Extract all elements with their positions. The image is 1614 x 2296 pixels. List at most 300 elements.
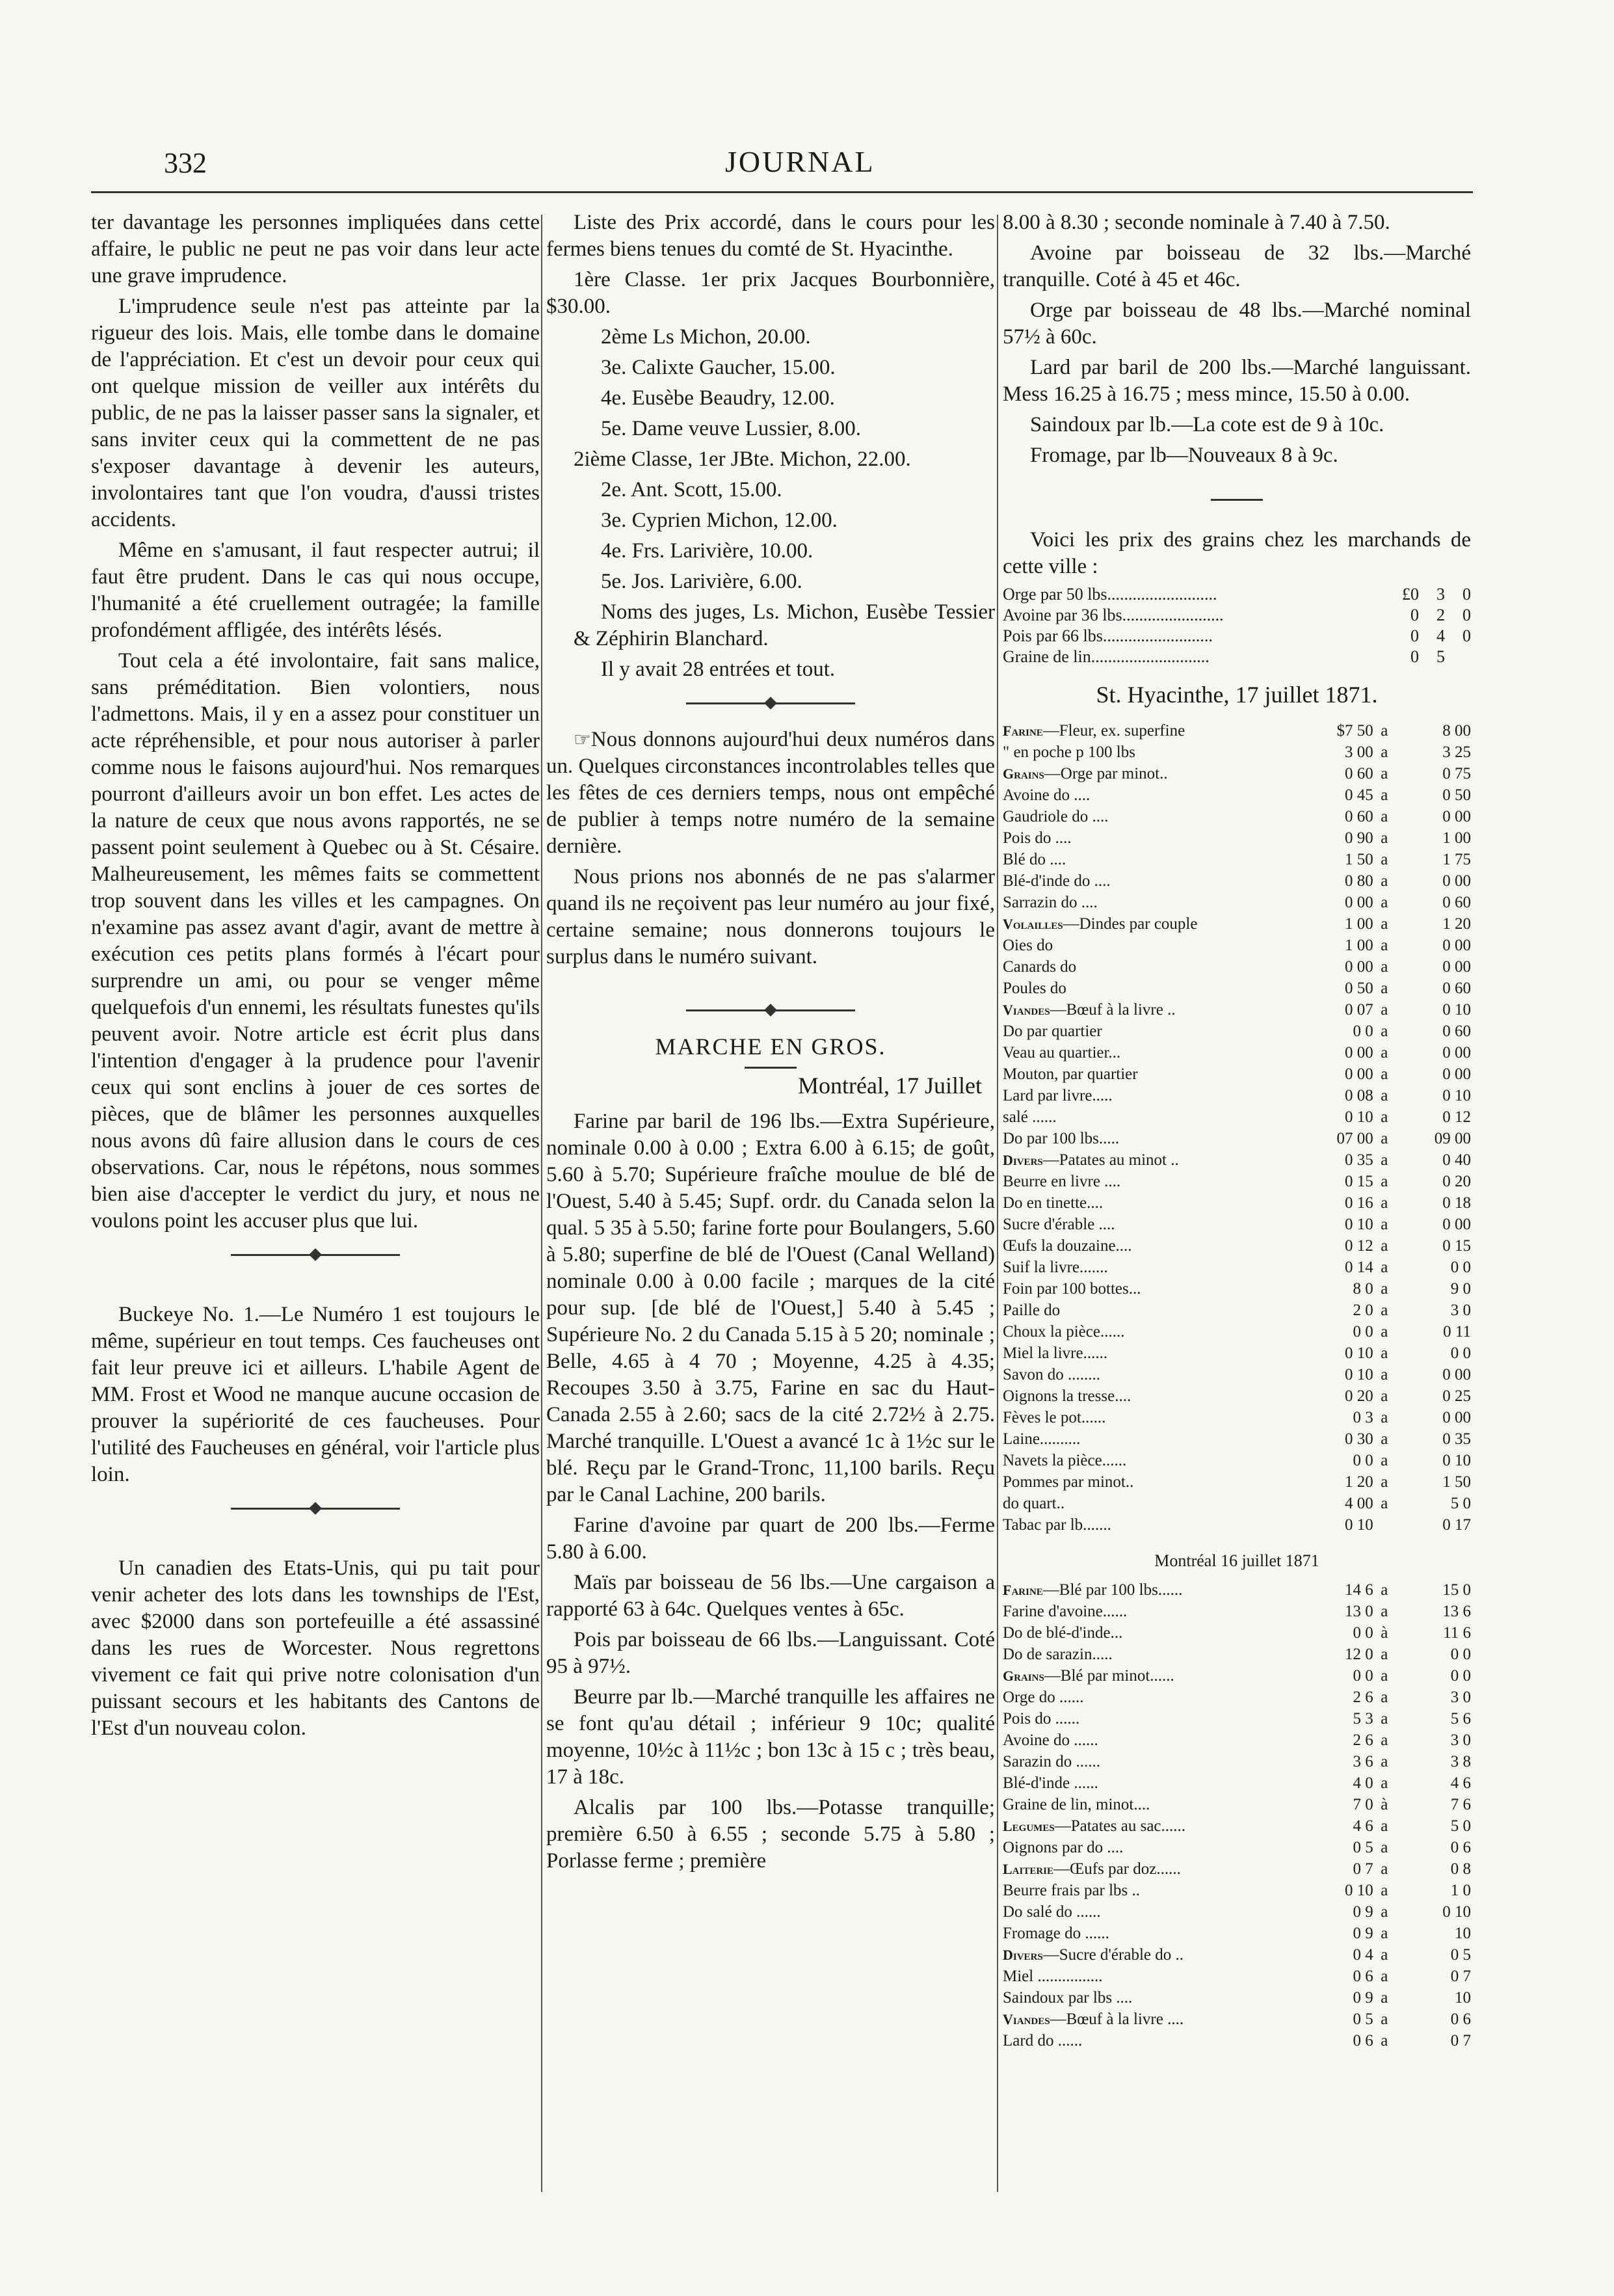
worcester-notice: Un canadien des Etats-Unis, qui pu tait pour venir acheter des lots dans les townships de l'Est, avec $2000 dans son portefeuille a été assassiné dans les rues de Worcester. Nous regrettons vivement ce fait qui prive notre colonisation d'un puissant secours et les habitants des Cantons de l'Est d'un nouveau colon. — [91, 1556, 540, 1740]
price-item-text: Mouton, par quartier — [1003, 1065, 1138, 1083]
table-row — [1003, 1514, 1471, 1536]
section-separator — [686, 702, 855, 704]
price-item-label — [1003, 2030, 1298, 2051]
notice-subscribers: Nous prions nos abonnés de ne pas s'alarmer quand ils ne reçoivent pas leur numéro au jour fixé, certaine semaine; nous donnerons toujours le surplus dans le numéro suivant. — [546, 865, 995, 968]
price-pounds: 0 — [1410, 606, 1419, 624]
price-item-text: Graine de lin, minot.... — [1003, 1796, 1150, 1813]
price-item-text: Laine.......... — [1003, 1430, 1081, 1448]
market-paragraph: Lard par baril de 200 lbs.—Marché languissant. Mess 16.25 à 16.75 ; mess mince, 15.50 à 0.00. — [1003, 356, 1471, 406]
price-high: 0 0 — [1450, 1344, 1471, 1362]
price-item-text: Savon do ........ — [1003, 1366, 1100, 1383]
price-item-text: Farine d'avoine...... — [1003, 1603, 1128, 1620]
running-title: JOURNAL — [725, 145, 875, 178]
price-item-text: Miel ................ — [1003, 1968, 1103, 1985]
pointing-hand-icon: ☞ — [574, 728, 591, 751]
price-item-text: do quart.. — [1003, 1495, 1065, 1512]
price-high: 0 7 — [1450, 1968, 1471, 1985]
prize-line: Noms des juges, Ls. Michon, Eusèbe Tessier & Zéphirin Blanchard. — [574, 600, 995, 650]
price-low: 0 08 — [1345, 1087, 1373, 1104]
price-category: Viandes — [1003, 2011, 1050, 2027]
table-row — [1003, 1407, 1471, 1428]
price-separator: a — [1381, 1151, 1388, 1169]
table-row — [1003, 1257, 1471, 1278]
prize-line: Il y avait 28 entrées et tout. — [601, 658, 836, 681]
table-row — [1003, 892, 1471, 913]
table-row — [1003, 1687, 1471, 1708]
price-separator: a — [1381, 1344, 1388, 1362]
price-low: 0 6 — [1353, 1968, 1373, 1985]
table-row — [1003, 1644, 1471, 1665]
price-high: 0 18 — [1442, 1194, 1471, 1212]
price-item-label — [1003, 935, 1298, 956]
table-row — [1003, 741, 1471, 763]
price-low: 0 10 — [1345, 1366, 1373, 1383]
price-low: 0 10 — [1345, 1216, 1373, 1233]
price-separator: a — [1381, 1108, 1388, 1126]
price-separator: a — [1381, 1689, 1388, 1706]
price-low: 0 3 — [1353, 1409, 1373, 1426]
price-low: 5 3 — [1353, 1710, 1373, 1728]
price-item-text: Lard do ...... — [1003, 2032, 1083, 2049]
price-item-text: —Blé par 100 lbs...... — [1042, 1581, 1183, 1599]
prize-line: 1ère Classe. 1er prix Jacques Bourbonnière, $30.00. — [546, 268, 995, 318]
price-low: 0 16 — [1345, 1194, 1373, 1212]
price-item-text: Blé-d'inde do .... — [1003, 872, 1111, 890]
price-shillings: 5 — [1436, 647, 1445, 666]
price-separator: a — [1381, 1280, 1388, 1298]
price-high: 0 0 — [1450, 1646, 1471, 1663]
table-row — [1003, 1944, 1471, 1966]
price-item-text: Miel la livre...... — [1003, 1344, 1108, 1362]
price-low: 0 0 — [1353, 1667, 1373, 1685]
section-separator — [686, 1009, 855, 1011]
table-row — [1003, 1450, 1471, 1471]
price-separator: a — [1381, 1753, 1388, 1770]
table-row — [1003, 1923, 1471, 1944]
price-high: 0 5 — [1450, 1946, 1471, 1964]
price-low: 0 7 — [1353, 1860, 1373, 1878]
price-item-label — [1003, 1021, 1298, 1042]
price-item-label — [1003, 1514, 1298, 1536]
table-row — [1003, 870, 1471, 892]
price-high: 0 10 — [1442, 1903, 1471, 1921]
price-low: 0 0 — [1353, 1624, 1373, 1642]
market-paragraph: Alcalis par 100 lbs.—Potasse tranquille; première 6.50 à 6.55 ; seconde 5.75 à 5.80 ; Porlasse ferme ; première — [546, 1796, 995, 1873]
price-item-label — [1003, 892, 1298, 913]
price-item-label — [1003, 1428, 1298, 1450]
price-high: 10 — [1455, 1925, 1471, 1942]
prize-line: 3e. Cyprien Michon, 12.00. — [601, 509, 838, 532]
price-category: Volailles — [1003, 916, 1063, 932]
market-paragraph: Beurre par lb.—Marché tranquille les affaires ne se font qu'au détail ; inférieur 9 10c; qualité moyenne, 10½c à 11½c ; bon 13c à 15 c ; très beau, 17 à 18c. — [546, 1685, 995, 1789]
section-separator — [231, 1508, 400, 1510]
table-row — [1003, 1278, 1471, 1300]
price-item-label — [1003, 956, 1298, 978]
price-item-label — [1003, 1966, 1298, 1987]
price-item-text: Fèves le pot...... — [1003, 1409, 1106, 1426]
price-high: 5 0 — [1450, 1495, 1471, 1512]
price-item-text: Pois do ...... — [1003, 1710, 1080, 1728]
prize-line: 2e. Ant. Scott, 15.00. — [601, 478, 782, 501]
table-row — [1003, 1772, 1471, 1794]
price-pence — [1445, 647, 1471, 667]
table-row — [1003, 1794, 1471, 1815]
table-row — [1003, 1149, 1471, 1171]
grain-item: Graine de lin............................ — [1003, 647, 1210, 666]
table-row — [1003, 1751, 1471, 1772]
price-item-label — [1003, 1385, 1298, 1407]
price-item-label — [1003, 1601, 1298, 1622]
table-row — [1003, 2009, 1471, 2030]
col1-paragraph: ter davantage les personnes impliquées dans cette affaire, le public ne peut ne pas voir dans leur acte une grave imprudence. — [91, 211, 540, 287]
price-item-label — [1003, 1815, 1298, 1837]
short-rule — [1211, 499, 1263, 501]
price-separator: a — [1381, 1882, 1388, 1899]
price-low: 0 0 — [1353, 1022, 1373, 1040]
price-item-label — [1003, 1987, 1298, 2009]
price-item-label — [1003, 1579, 1298, 1601]
price-separator: a — [1381, 958, 1388, 976]
market-paragraph: 8.00 à 8.30 ; seconde nominale à 7.40 à 7.50. — [1003, 211, 1390, 234]
market-paragraph: Saindoux par lb.—La cote est de 9 à 10c. — [1030, 413, 1384, 436]
price-high: 0 10 — [1442, 1452, 1471, 1469]
price-separator: a — [1381, 1430, 1388, 1448]
price-item-label — [1003, 913, 1298, 935]
price-low: 0 4 — [1353, 1946, 1373, 1964]
table-row — [1003, 1192, 1471, 1214]
price-item-label — [1003, 784, 1298, 806]
table-row — [1003, 1321, 1471, 1342]
price-low: 1 00 — [1345, 937, 1373, 954]
price-separator: a — [1381, 1022, 1388, 1040]
price-item-text: Do par 100 lbs..... — [1003, 1130, 1120, 1147]
table-row — [1003, 1021, 1471, 1042]
price-item-label — [1003, 1171, 1298, 1192]
table-row — [1003, 584, 1471, 605]
column-3 — [1003, 209, 1471, 2051]
price-item-label — [1003, 1772, 1298, 1794]
price-high: 3 25 — [1442, 743, 1471, 761]
price-separator: a — [1381, 765, 1388, 782]
price-high: 8 00 — [1442, 722, 1471, 740]
price-separator: a — [1381, 1366, 1388, 1383]
price-high: 0 75 — [1442, 765, 1471, 782]
price-separator: a — [1381, 1603, 1388, 1620]
price-low: 8 0 — [1353, 1280, 1373, 1298]
price-high: 0 00 — [1442, 1044, 1471, 1061]
table-row — [1003, 1171, 1471, 1192]
price-high: 11 6 — [1443, 1624, 1471, 1642]
notice-two-issues — [546, 727, 995, 860]
price-item-label — [1003, 1901, 1298, 1923]
price-separator: a — [1381, 1130, 1388, 1147]
price-high: 0 20 — [1442, 1173, 1471, 1190]
price-low: 4 6 — [1353, 1817, 1373, 1835]
price-item-label — [1003, 720, 1298, 741]
table-row — [1003, 1235, 1471, 1257]
price-high: 3 0 — [1450, 1689, 1471, 1706]
price-item-label — [1003, 741, 1298, 763]
price-separator: a — [1381, 1774, 1388, 1792]
price-item-label — [1003, 1300, 1298, 1321]
price-item-text: Do par quartier — [1003, 1022, 1102, 1040]
price-pounds: 0 — [1410, 626, 1419, 645]
notice-two-issues-text: Nous donnons aujourd'hui deux numéros dans un. Quelques circonstances incontrolables telles que les fêtes de ces derniers temps, nous ont empêché de publier à temps notre numéro de la semaine dernière. — [546, 728, 995, 858]
price-item-text: salé ...... — [1003, 1108, 1057, 1126]
table-row — [1003, 720, 1471, 741]
price-low: 0 50 — [1345, 980, 1373, 997]
price-high: 0 7 — [1450, 2032, 1471, 2049]
price-high: 0 60 — [1442, 980, 1471, 997]
price-item-label — [1003, 1644, 1298, 1665]
price-pence: 0 — [1462, 606, 1471, 624]
price-item-text: Beurre en livre .... — [1003, 1173, 1121, 1190]
short-rule — [745, 1067, 797, 1069]
grain-price-table — [1003, 584, 1471, 667]
price-item-label — [1003, 1106, 1298, 1128]
price-item-text: Avoine do ...... — [1003, 1731, 1098, 1749]
price-separator: a — [1381, 1968, 1388, 1985]
price-separator: a — [1381, 1409, 1388, 1426]
table-row — [1003, 605, 1471, 626]
price-item-text: Saindoux par lbs .... — [1003, 1989, 1133, 2007]
price-category: Laiterie — [1003, 1861, 1054, 1877]
price-separator: a — [1381, 786, 1388, 804]
price-item-label — [1003, 1729, 1298, 1751]
prize-line: 5e. Dame veuve Lussier, 8.00. — [601, 417, 862, 440]
price-low: 7 0 — [1353, 1796, 1373, 1813]
price-separator: a — [1381, 1731, 1388, 1749]
header-rule — [91, 191, 1473, 193]
price-high: 0 0 — [1450, 1667, 1471, 1685]
price-low: 0 0 — [1353, 1452, 1373, 1469]
price-low: 0 10 — [1345, 1882, 1373, 1899]
price-separator: a — [1381, 1259, 1388, 1276]
montreal-title: Montréal 16 juillet 1871 — [1154, 1551, 1319, 1570]
price-separator: a — [1381, 851, 1388, 868]
table-row — [1003, 913, 1471, 935]
col1-paragraph: Même en s'amusant, il faut respecter autrui; il faut être prudent. Dans le cas qui nous occupe, l'humanité a été cruellement outragée; la famille profondément affligée, des intérêts lésés. — [91, 539, 540, 642]
price-pence: 0 — [1462, 585, 1471, 604]
price-separator: a — [1381, 1646, 1388, 1663]
price-item-text: Do de blé-d'inde... — [1003, 1624, 1123, 1642]
grain-item: Orge par 50 lbs.......................... — [1003, 585, 1217, 604]
price-low: 0 45 — [1345, 786, 1373, 804]
price-item-label — [1003, 1493, 1298, 1514]
price-item-text: Sarrazin do .... — [1003, 894, 1098, 911]
price-item-label — [1003, 1687, 1298, 1708]
price-separator: a — [1381, 1452, 1388, 1469]
price-item-text: Poules do — [1003, 980, 1066, 997]
price-separator: a — [1381, 1710, 1388, 1728]
price-low: 3 00 — [1345, 743, 1373, 761]
price-high: 0 8 — [1450, 1860, 1471, 1878]
price-item-text: Fromage do ...... — [1003, 1925, 1109, 1942]
price-high: 0 0 — [1450, 1259, 1471, 1276]
price-item-text: Orge do ...... — [1003, 1689, 1084, 1706]
price-high: 0 35 — [1442, 1430, 1471, 1448]
table-row — [1003, 849, 1471, 870]
price-item-text: —Bœuf à la livre .. — [1050, 1001, 1176, 1019]
column-rule-right — [997, 215, 998, 2192]
grain-item: Avoine par 36 lbs........................ — [1003, 606, 1224, 624]
price-low: $7 50 — [1336, 722, 1373, 740]
table-row — [1003, 784, 1471, 806]
table-row — [1003, 1858, 1471, 1880]
price-item-text: —Blé par minot...... — [1044, 1667, 1174, 1685]
price-item-text: Oies do — [1003, 937, 1053, 954]
price-separator: a — [1381, 1839, 1388, 1856]
price-separator: a — [1381, 1087, 1388, 1104]
price-high: 0 12 — [1442, 1108, 1471, 1126]
price-separator: a — [1381, 1817, 1388, 1835]
column-1 — [91, 209, 540, 1746]
price-separator: a — [1381, 1216, 1388, 1233]
price-low: 1 00 — [1345, 915, 1373, 933]
table-row — [1003, 1601, 1471, 1622]
price-shillings: 3 — [1436, 585, 1445, 604]
price-separator: a — [1381, 1001, 1388, 1019]
price-item-text: —Sucre d'érable do .. — [1042, 1946, 1184, 1964]
price-separator: a — [1381, 1581, 1388, 1599]
price-item-text: Tabac par lb....... — [1003, 1516, 1111, 1534]
table-row — [1003, 1622, 1471, 1644]
table-row — [1003, 1214, 1471, 1235]
table-row — [1003, 1708, 1471, 1729]
price-separator: a — [1381, 2032, 1388, 2049]
price-separator: a — [1381, 743, 1388, 761]
price-item-text: Do en tinette.... — [1003, 1194, 1104, 1212]
price-low: 1 20 — [1345, 1473, 1373, 1491]
table-row — [1003, 1665, 1471, 1687]
price-separator: a — [1381, 1044, 1388, 1061]
price-pounds: £0 — [1402, 585, 1419, 604]
price-item-text: Canards do — [1003, 958, 1077, 976]
table-row — [1003, 1300, 1471, 1321]
price-separator: a — [1381, 829, 1388, 847]
price-high: 1 50 — [1442, 1473, 1471, 1491]
price-low: 4 00 — [1345, 1495, 1373, 1512]
price-item-label — [1003, 1622, 1298, 1644]
price-high: 0 00 — [1442, 1065, 1471, 1083]
price-high: 7 6 — [1450, 1796, 1471, 1813]
price-item-label — [1003, 1708, 1298, 1729]
price-low: 0 00 — [1345, 958, 1373, 976]
price-category: Viandes — [1003, 1002, 1050, 1018]
price-item-text: —Œufs par doz...... — [1053, 1860, 1181, 1878]
price-item-text: —Patates au sac...... — [1054, 1817, 1186, 1835]
price-separator: a — [1381, 1387, 1388, 1405]
price-separator: a — [1381, 872, 1388, 890]
price-high: 3 8 — [1450, 1753, 1471, 1770]
price-low: 0 90 — [1345, 829, 1373, 847]
price-high: 4 6 — [1450, 1774, 1471, 1792]
table-row — [1003, 1729, 1471, 1751]
price-item-label — [1003, 1257, 1298, 1278]
price-separator: à — [1381, 1624, 1388, 1642]
price-item-label — [1003, 763, 1298, 784]
price-item-text: Sucre d'érable .... — [1003, 1216, 1115, 1233]
price-high: 0 17 — [1442, 1516, 1471, 1534]
price-item-text: —Bœuf à la livre .... — [1050, 2010, 1184, 2028]
price-item-label — [1003, 1235, 1298, 1257]
grain-intro: Voici les prix des grains chez les marchands de cette ville : — [1003, 528, 1471, 578]
price-low: 0 15 — [1345, 1173, 1373, 1190]
price-item-label — [1003, 1944, 1298, 1966]
price-item-label — [1003, 870, 1298, 892]
buckeye-notice: Buckeye No. 1.—Le Numéro 1 est toujours le même, supérieur en tout temps. Ces faucheuses ont fait leur preuve ici et ailleurs. L'habile Agent de MM. Frost et Wood ne manque aucune occasion de prouver la supériorité de ces faucheuses. Pour l'utilité des Faucheuses en général, voir l'article plus loin. — [91, 1303, 540, 1486]
table-row — [1003, 626, 1471, 647]
price-high: 0 6 — [1450, 1839, 1471, 1856]
table-row — [1003, 763, 1471, 784]
table-row — [1003, 1987, 1471, 2009]
price-item-label — [1003, 1794, 1298, 1815]
table-row — [1003, 647, 1471, 667]
price-item-label — [1003, 999, 1298, 1021]
price-high: 13 6 — [1442, 1603, 1471, 1620]
price-item-label — [1003, 1471, 1298, 1493]
table-row — [1003, 1364, 1471, 1385]
price-low: 0 10 — [1345, 1344, 1373, 1362]
price-separator: a — [1381, 1903, 1388, 1921]
table-row — [1003, 1837, 1471, 1858]
price-separator: a — [1381, 1323, 1388, 1341]
price-low: 0 9 — [1353, 1925, 1373, 1942]
table-row — [1003, 1493, 1471, 1514]
price-low: 0 07 — [1345, 1001, 1373, 1019]
price-separator: à — [1381, 1796, 1388, 1813]
price-item-label — [1003, 1837, 1298, 1858]
price-low: 4 0 — [1353, 1774, 1373, 1792]
price-high: 0 00 — [1442, 1366, 1471, 1383]
table-row — [1003, 999, 1471, 1021]
market-title: MARCHE EN GROS. — [655, 1034, 886, 1060]
price-high: 5 0 — [1450, 1817, 1471, 1835]
prize-line: 4e. Eusèbe Beaudry, 12.00. — [601, 386, 835, 410]
price-item-label — [1003, 1751, 1298, 1772]
price-high: 0 6 — [1450, 2010, 1471, 2028]
price-high: 0 00 — [1442, 958, 1471, 976]
price-item-text: —Orge par minot.. — [1044, 765, 1168, 782]
price-low: 12 0 — [1345, 1646, 1373, 1663]
table-row — [1003, 1815, 1471, 1837]
price-separator: a — [1381, 1989, 1388, 2007]
price-item-label — [1003, 1342, 1298, 1364]
price-item-label — [1003, 849, 1298, 870]
price-item-label — [1003, 2009, 1298, 2030]
price-low: 2 0 — [1353, 1302, 1373, 1319]
price-item-label — [1003, 1923, 1298, 1944]
market-dateline: Montréal, 17 Juillet — [798, 1073, 982, 1099]
price-item-text: Do de sarazin..... — [1003, 1646, 1113, 1663]
price-item-label — [1003, 978, 1298, 999]
price-separator — [1373, 1514, 1396, 1536]
st-hyacinthe-price-table — [1003, 720, 1471, 1536]
price-low: 0 20 — [1345, 1387, 1373, 1405]
price-high: 0 60 — [1442, 1022, 1471, 1040]
price-category: Grains — [1003, 766, 1044, 782]
price-item-text: —Patates au minot .. — [1042, 1151, 1179, 1169]
price-separator: a — [1381, 937, 1388, 954]
price-low: 0 60 — [1345, 765, 1373, 782]
price-low: 14 6 — [1345, 1581, 1373, 1599]
price-separator: a — [1381, 1495, 1388, 1512]
price-low: 0 5 — [1353, 2010, 1373, 2028]
price-separator: a — [1381, 1302, 1388, 1319]
price-high: 09 00 — [1434, 1130, 1471, 1147]
montreal-price-table — [1003, 1579, 1471, 2051]
market-paragraph: Farine d'avoine par quart de 200 lbs.—Ferme 5.80 à 6.00. — [546, 1514, 995, 1564]
